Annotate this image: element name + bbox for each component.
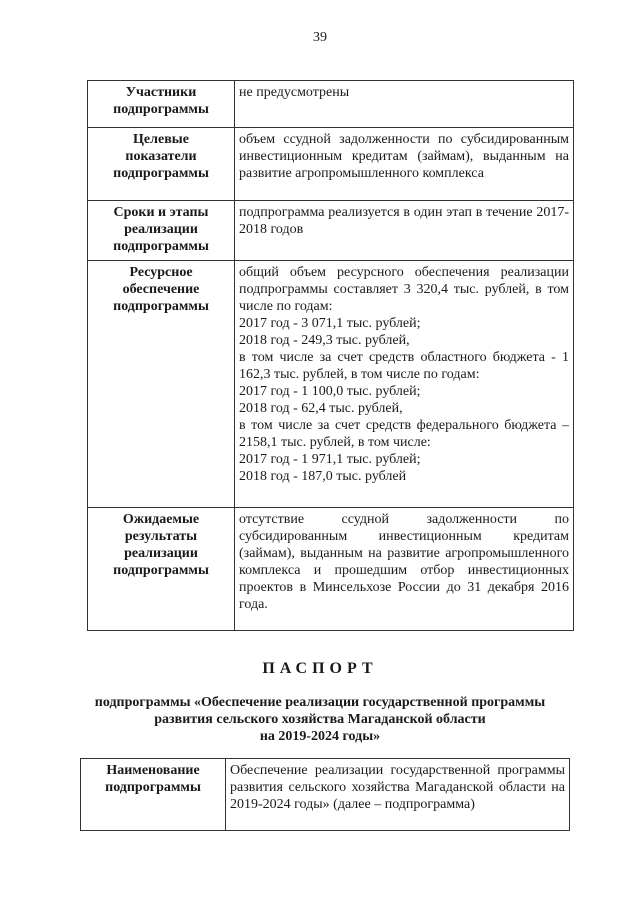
row-header: Сроки и этапы реализации подпрограммы (88, 201, 235, 261)
row-header: Ресурсное обеспечение подпрограммы (88, 261, 235, 508)
subprogram-passport-table (87, 80, 574, 631)
content-line: 2017 год - 3 071,1 тыс. рублей; (239, 316, 421, 331)
table-row (88, 128, 574, 201)
content-line: Обеспечение реализации государственной программы развития сельского хозяйства Магаданской области на 2019-2024 годы» (далее – подпрограмма) (230, 763, 565, 812)
content-line: не предусмотрены (239, 85, 350, 100)
row-content (235, 128, 574, 201)
second-passport-table (80, 758, 570, 831)
content-line: общий объем ресурсного обеспечения реализации подпрограммы составляет 3 320,4 тыс. рублей, в том числе по годам: (239, 265, 569, 314)
content-line: в том числе за счет средств федерального бюджета – 2158,1 тыс. рублей, в том числе: (239, 418, 569, 450)
content-line: 2017 год - 1 971,1 тыс. рублей; (239, 452, 421, 467)
passport-subtitle (70, 694, 570, 745)
subtitle-line: развития сельского хозяйства Магаданской области (154, 712, 486, 727)
row-header: Ожидаемые результаты реализации подпрограммы (88, 508, 235, 631)
table-row (88, 201, 574, 261)
row-content (235, 261, 574, 508)
content-line: 2018 год - 249,3 тыс. рублей, (239, 333, 410, 348)
table-row (88, 261, 574, 508)
row-content (235, 508, 574, 631)
table-row (88, 81, 574, 128)
content-line: в том числе за счет средств областного бюджета - 1 162,3 тыс. рублей, в том числе по годам: (239, 350, 569, 382)
subtitle-line: подпрограммы «Обеспечение реализации государственной программы (94, 695, 546, 710)
content-line: 2018 год - 62,4 тыс. рублей, (239, 401, 403, 416)
content-line: отсутствие ссудной задолженности по субсидированным инвестиционным кредитам (займам), выданным на развитие агропромышленного комплекса и прошедшим отбор инвестиционных проектов в Минсельхозе России до 31 декабря 2016 года. (239, 512, 569, 612)
table-row (88, 508, 574, 631)
passport-title: ПАСПОРТ (262, 660, 378, 677)
row-header: Наименование подпрограммы (81, 759, 226, 831)
content-line: объем ссудной задолженности по субсидированным инвестиционным кредитам (займам), выданным на развитие агропромышленного комплекса (239, 132, 569, 181)
row-header: Целевые показатели подпрограммы (88, 128, 235, 201)
content-line: 2017 год - 1 100,0 тыс. рублей; (239, 384, 421, 399)
content-line: подпрограмма реализуется в один этап в течение 2017-2018 годов (239, 205, 569, 237)
row-content (235, 201, 574, 261)
row-content (235, 81, 574, 128)
row-header: Участники подпрограммы (88, 81, 235, 128)
page-number: 39 (313, 30, 327, 45)
table-row (81, 759, 570, 831)
content-line: 2018 год - 187,0 тыс. рублей (239, 469, 407, 484)
subtitle-line: на 2019-2024 годы» (259, 729, 381, 744)
row-content (226, 759, 570, 831)
